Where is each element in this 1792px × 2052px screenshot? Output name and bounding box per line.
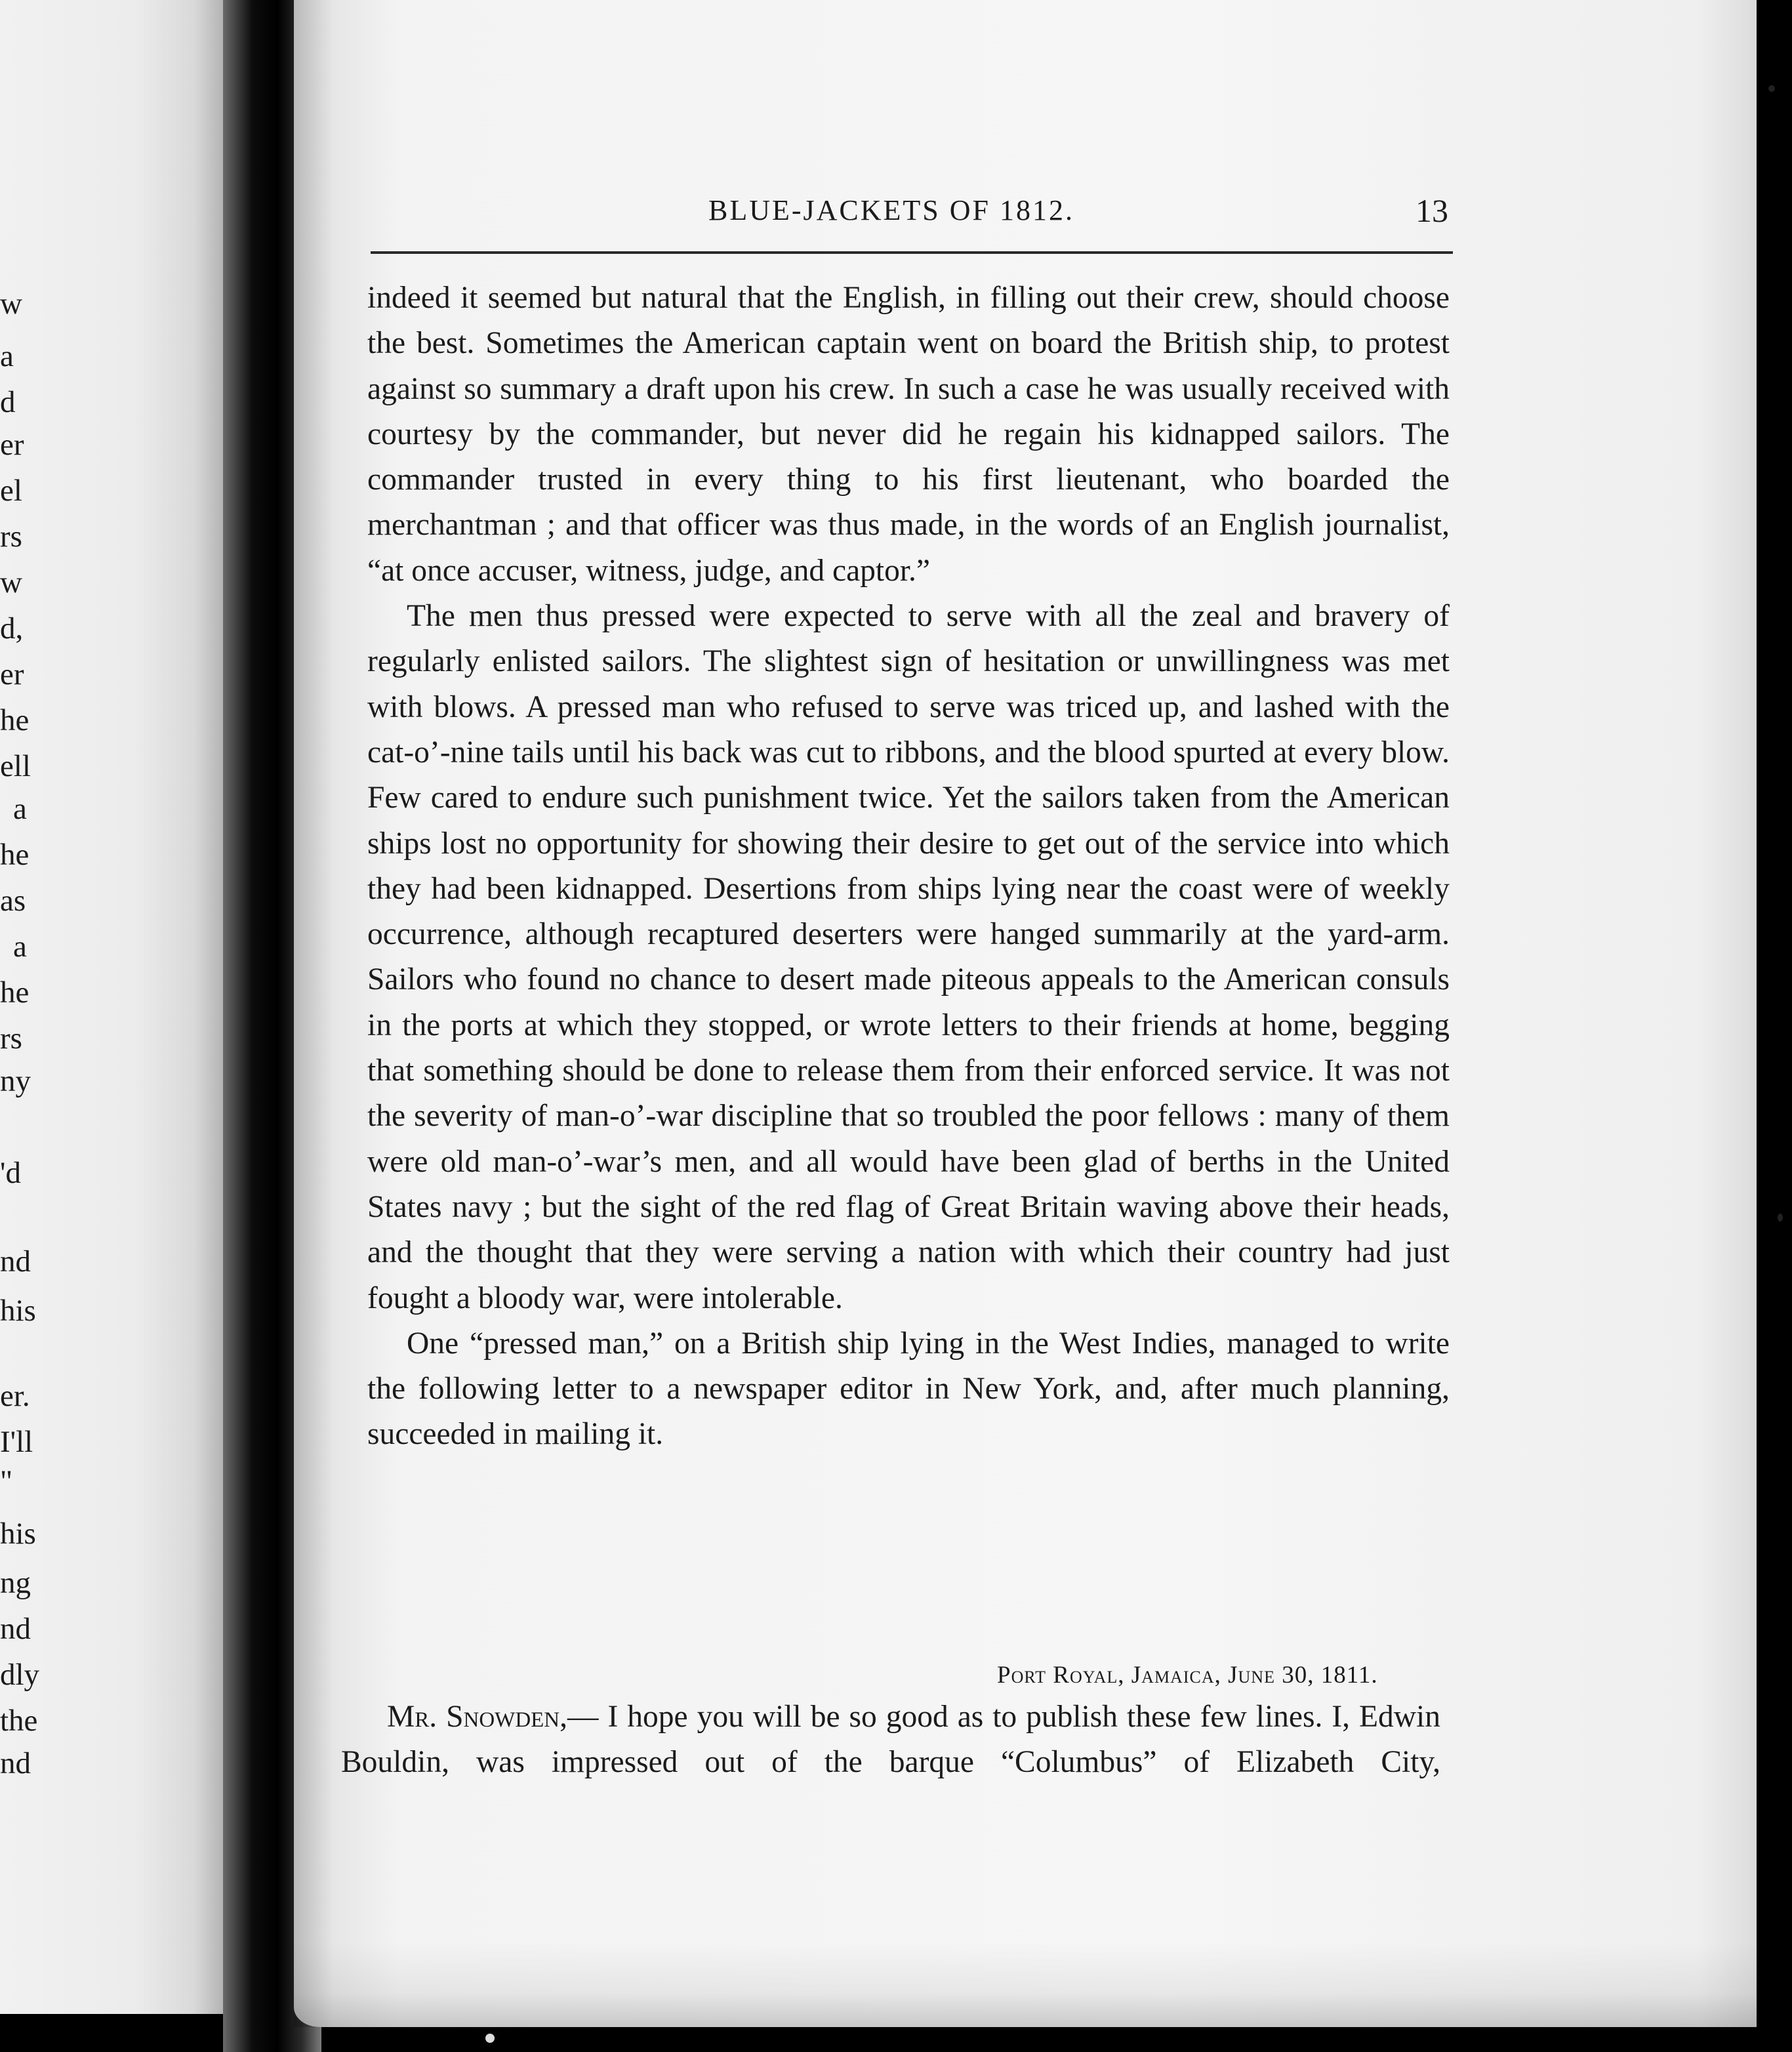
facing-page-fragment: nd	[0, 1746, 31, 1780]
facing-page-fragment: dly	[0, 1658, 40, 1692]
facing-page-fragment: he	[0, 975, 30, 1010]
facing-page-fragment: nd	[0, 1612, 31, 1646]
facing-page-fragment: w	[0, 565, 22, 600]
paragraph-2: The men thus pressed were expected to serve with all the zeal and bravery of regularly enlisted sailors. The slightest sign of hesitation or unwillingness was met with blows. A pressed man who refused to serve was triced up, and lashed with the cat-o’-nine tails until his back was cut to ribbons, and the blood spurted at every blow. Few cared to endure such punishment twice. Yet the sailors taken from the American ships lost no opportunity for showing their desire to get out of the service into which they had been kidnapped. Desertions from ships lying near the coast were of weekly occurrence, although recaptured deserters were hanged summarily at the yard-arm. Sailors who found no chance to desert made piteous appeals to the American consuls in the ports at which they stopped, or wrote letters to their friends at home, begging that something should be done to release them from their enforced service. It was not the severity of man-o’-war discipline that so troubled the poor fellows : many of them were old man-o’-war’s men, and all would have been glad of berths in the United States navy ; but the sight of the red flag of Great Britain waving above their heads, and the thought that they were serving a nation with which their country had just fought a bloody war, were intolerable.	[367, 599, 1450, 1315]
facing-page-fragment: a	[0, 339, 14, 373]
facing-page-fragment: d,	[0, 611, 24, 646]
facing-page-fragment: er.	[0, 1379, 30, 1413]
facing-page-fragment: d	[0, 385, 16, 419]
facing-page-fragment: el	[0, 474, 22, 508]
facing-page-fragment: "	[0, 1464, 13, 1498]
facing-page-fragment: rs	[0, 520, 22, 554]
letter-body: — I hope you will be so good as to publish these few lines. I, Edwin Bouldin, was impressed out of the barque “Columbus” of Elizabeth City,	[341, 1700, 1441, 1779]
facing-page-fragment: he	[0, 703, 30, 737]
facing-page-text	[0, 0, 243, 2014]
paragraph-3: One “pressed man,” on a British ship lying in the West Indies, managed to write the following letter to a newspaper editor in New York, and, after much planning, succeeded in mailing it.	[367, 1326, 1450, 1452]
letter-dateline: Port Royal, Jamaica, June 30, 1811.	[997, 1662, 1378, 1689]
facing-page-fragment: I'll	[0, 1425, 33, 1459]
facing-page-fragment: his	[0, 1517, 36, 1551]
facing-page-fragment: er	[0, 657, 24, 691]
facing-page-fragment: w	[0, 287, 22, 321]
facing-page-fragment: as	[0, 884, 26, 918]
paragraph-1: indeed it seemed but natural that the English, in filling out their crew, should choose the best. Sometimes the American captain went on board the British ship, to protest against so summary a draft upon his crew. In such a case he was usually received with courtesy by the commander, but never did he regain his kidnapped sailors. The commander trusted in every thing to his first lieutenant, who boarded the merchantman ; and that officer was thus made, in the words of an English journalist, “at once accuser, witness, judge, and captor.”	[367, 281, 1450, 588]
facing-page-fragment: nd	[0, 1244, 31, 1279]
letter-salutation: Mr. Snowden,	[387, 1700, 568, 1734]
scan-speck	[1778, 1214, 1783, 1221]
facing-page-fragment: ng	[0, 1566, 31, 1600]
scan-speck	[1768, 85, 1775, 92]
letter-text	[341, 1694, 1440, 1785]
facing-page-fragment: rs	[0, 1021, 22, 1056]
scan-speck	[485, 2034, 495, 2043]
page-number: 13	[1415, 192, 1448, 229]
body-text	[367, 276, 1450, 1458]
facing-page-fragment: a	[13, 930, 27, 964]
facing-page-fragment: he	[0, 838, 30, 872]
page-edge-shadow	[294, 1942, 1757, 2027]
facing-page-fragment: the	[0, 1704, 38, 1738]
facing-page-fragment: ell	[0, 749, 31, 783]
facing-page-fragment: 'd	[0, 1156, 21, 1190]
running-head: BLUE-JACKETS OF 1812.	[708, 194, 1075, 226]
facing-page-fragment: a	[13, 792, 27, 826]
facing-page-fragment: his	[0, 1294, 36, 1328]
header-rule	[371, 251, 1453, 254]
facing-page-fragment: er	[0, 428, 24, 462]
facing-page-fragment: ny	[0, 1064, 31, 1098]
